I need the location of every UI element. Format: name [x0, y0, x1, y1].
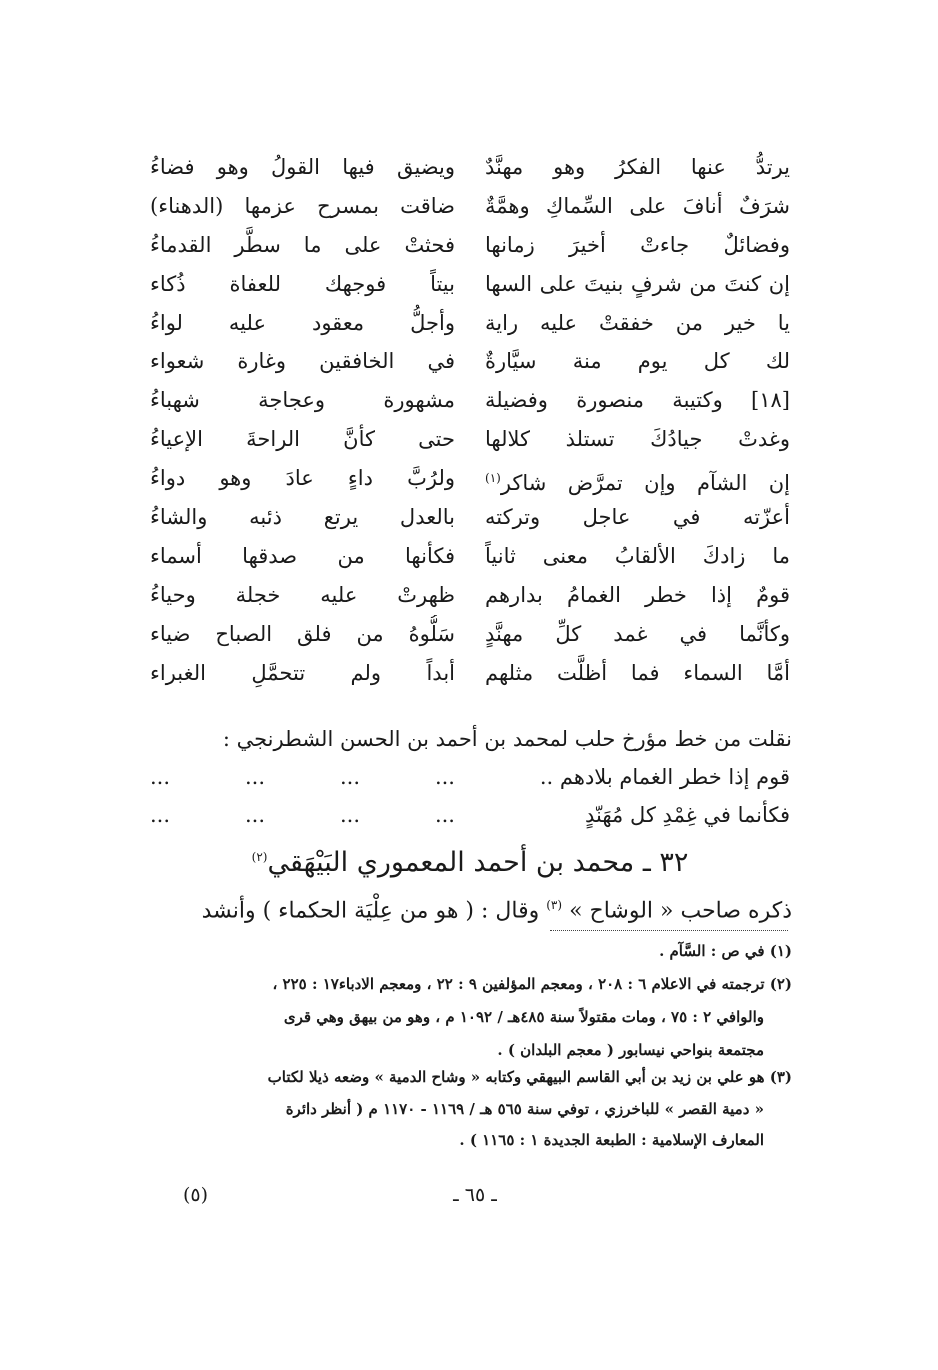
- verse-first-hemistich: أمَّا السماء فما أظلَّت مثلهم: [485, 660, 790, 685]
- verse-row: [150, 304, 790, 343]
- ellipsis: ...: [434, 765, 455, 789]
- verse-row: [150, 576, 790, 615]
- verse-row: [150, 187, 790, 226]
- verse-second-hemistich: بيتاً فوجهك للعفاة ذُكاء: [150, 271, 455, 296]
- ellipsis-row: [150, 758, 455, 796]
- ellipsis: ...: [244, 803, 266, 827]
- footnote-divider: [550, 930, 788, 931]
- verse-second-hemistich: حتى كأنَّ الراحةَ الإعياءُ: [150, 427, 455, 452]
- verse-text: وكتيبة منصورة وفضيلة: [485, 388, 723, 413]
- verse-first-hemistich: وكأنَّما في غمد كلِّ مهنَّدٍ: [485, 621, 790, 646]
- entry-heading: [150, 832, 790, 888]
- footnote-3-line: (٣) هو علي بن زيد بن أبي القاسم البيهقي وكتابه « وشاح الدمية » وضعه ذيلا لكتاب: [267, 1068, 792, 1086]
- variant-line: [150, 758, 790, 796]
- verse-second-hemistich: فحثتْ على ما سطَّر القدماءُ: [150, 232, 455, 257]
- ellipsis-row: [150, 796, 455, 834]
- verse-second-hemistich: ويضيق فيها القولُ وهو فضاءُ: [150, 155, 455, 179]
- verse-first-hemistich: يا خير من خفقتْ عليه راية: [485, 310, 790, 335]
- footnote-marker: (٢): [251, 850, 268, 864]
- verse-second-hemistich: وأجلُّ معقود عليه لواءُ: [150, 310, 455, 335]
- verse-first-hemistich: شرَفٌ أنافَ على السِّماكِ وهمَّةٌ: [485, 193, 790, 218]
- verse-row: [150, 381, 790, 420]
- variant-hemistich: قوم إذا خطر الغمام بلادهم ..: [539, 765, 790, 789]
- verse-second-hemistich: في الخافقين وغارة شعواء: [150, 349, 455, 374]
- verse-row: [150, 459, 790, 498]
- verse-row: [150, 265, 790, 304]
- ellipsis: ...: [434, 803, 455, 827]
- ellipsis: ...: [150, 803, 171, 827]
- verse-first-hemistich: وفضائلٌ جاءتْ أخيرَ زمانها: [485, 232, 790, 257]
- entry-title: ٣٢ ـ محمد بن أحمد المعموري البَيْهَقي: [267, 847, 689, 878]
- verse-first-hemistich: لك كل يوم منة سيَّارةٌ: [485, 349, 790, 374]
- footnote-2-line: والوافي ٢ : ٧٥ ، ومات مقتولاً سنة ٤٨٥هـ / ١٠٩٢ م ، وهو من بيهق وهي قرى: [283, 1008, 764, 1026]
- entry-intro: [147, 886, 792, 930]
- verse-second-hemistich: سَلُّوهُ من فلق الصباح ضياء: [150, 621, 455, 646]
- footnote-3-line: المعارف الإسلامية : الطبعة الجديدة ١ : ١١٦٥ ) .: [459, 1131, 764, 1149]
- verse-second-hemistich: ضاقت بمسرح عزمها (الدهناء): [150, 193, 455, 218]
- footnote-2-line: (٢) ترجمته في الاعلام ٦ : ٢٠٨ ، ومعجم المؤلفين ٩ : ٢٢ ، ومعجم الادباء١٧ : ٢٢٥ ،: [272, 975, 792, 993]
- variant-line: [150, 796, 790, 834]
- ellipsis: ...: [339, 803, 360, 827]
- verse-second-hemistich: ظهرتْ عليه خجلة وحياءُ: [150, 582, 455, 607]
- footnote-2-line: مجتمعة بنواحي نيسابور ( معجم البلدان ) .: [497, 1041, 764, 1059]
- verse-text: إن الشآم وإن تمرَّض شاكر: [500, 471, 790, 496]
- variant-hemistich: فكأنما في غِمْدِ كل مُهَنّدٍ: [585, 803, 790, 827]
- verse-row: [150, 342, 790, 381]
- signature-mark: (٥): [183, 1184, 209, 1206]
- poem-block: [150, 148, 790, 692]
- verse-first-hemistich: ما زادكَ الألقابُ معنى ثانياً: [485, 543, 790, 568]
- verse-first-hemistich: قومٌ إذا خطر الغمامُ بدارهم: [485, 582, 790, 607]
- verse-first-hemistich: يرتدُّ عنها الفكرُ وهو مهنَّدٌ: [485, 155, 790, 179]
- footnote-1: (١) في ص : السَّآم .: [659, 942, 792, 960]
- footnote-marker: (٣): [546, 898, 563, 912]
- intro-text: ذكره صاحب « الوشاح »: [569, 898, 792, 924]
- verse-row: [150, 420, 790, 459]
- verse-row: [150, 148, 790, 187]
- source-note: نقلت من خط مؤرخ حلب لمحمد بن أحمد بن الحسن الشطرنجي :: [222, 727, 792, 751]
- verse-first-hemistich: [485, 459, 790, 497]
- verse-row: [150, 537, 790, 576]
- verse-second-hemistich: ولرُبَّ داءٍ عادَ وهو دواءُ: [150, 466, 455, 491]
- footnote-3-line: « دمية القصر » للباخرزي ، توفي سنة ٥٦٥ هـ / ١١٦٩ - ١١٧٠ م ( أنظر دائرة: [285, 1100, 764, 1118]
- ellipsis: ...: [244, 765, 266, 789]
- intro-text-rest: وقال : ( هو من عِلْيَة الحكماء ) وأنشد: [201, 898, 540, 924]
- verse-second-hemistich: مشهورة وعجاجة شهباءُ: [150, 388, 455, 413]
- verse-first-hemistich: أعزّته في عاجل وتركته: [485, 505, 790, 530]
- verse-first-hemistich: وغدتْ جيادُكَ تستلذ كلالها: [485, 427, 790, 452]
- verse-row: [150, 615, 790, 654]
- ellipsis: ...: [339, 765, 360, 789]
- page-number: ـ ٦٥ ـ: [453, 1184, 497, 1206]
- margin-page-mark: [١٨]: [751, 388, 790, 413]
- verse-second-hemistich: أبداً ولم تتحمَّلِ الغبراء: [150, 660, 455, 685]
- verse-row: [150, 226, 790, 265]
- verse-row: [150, 498, 790, 537]
- verse-first-hemistich: إن كنتَ من شرفٍ بنيتَ على السها: [485, 271, 790, 296]
- verse-row: [150, 654, 790, 693]
- verse-first-hemistich: [485, 381, 790, 419]
- verse-second-hemistich: فكأنها من صدقها أسماء: [150, 543, 455, 568]
- verse-second-hemistich: بالعدل يرتع ذئبه والشاءُ: [150, 505, 455, 530]
- footnote-marker: (١): [485, 471, 501, 486]
- ellipsis: ...: [150, 765, 171, 789]
